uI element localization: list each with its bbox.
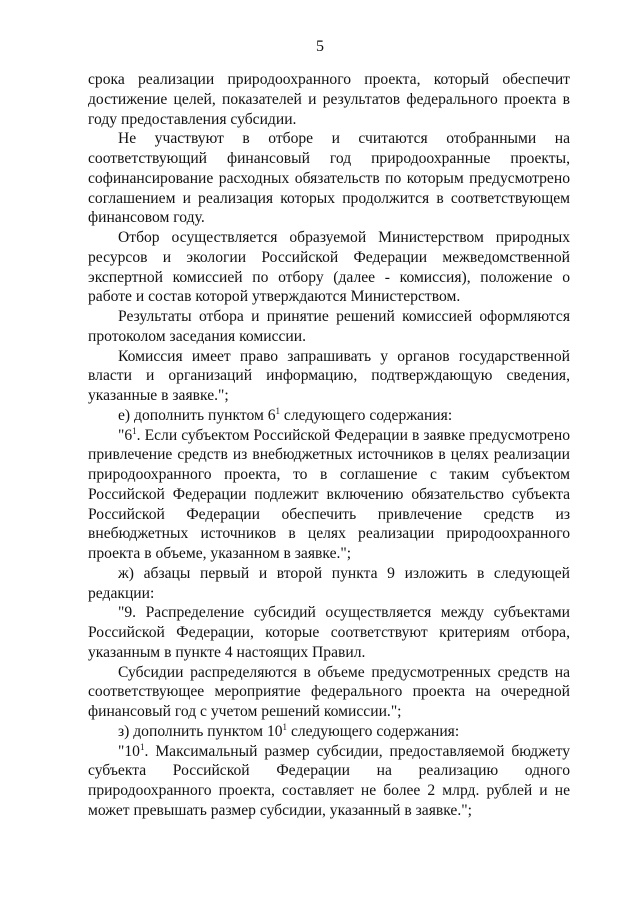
paragraph-item-z: з) дополнить пунктом $10^1$ следующего содержания: (118, 721, 460, 740)
paragraph-point-10-1: "$10^1$. Максимальный размер субсидии, предоставляемой бюджету субъекта Российской Федерации на реализацию одного природоохранного проекта, составляет не более 2 млрд. рублей и не может превышать размер субсидии, указанный в заявке."; (88, 741, 570, 819)
paragraph-selection-commission: Отбор осуществляется образуемой Министерством природных ресурсов и экологии Российской Федерации межведомственной экспертной комиссией по отбору (далее - комиссия), положение о работе и состав которой утверждаются Министерством. (88, 229, 570, 306)
paragraph-subsidy-distribution: Субсидии распределяются в объеме предусмотренных средств на соответствующее мероприятие федерального проекта на очередной финансовый год с учетом решений комиссии."; (88, 663, 570, 720)
paragraph-point-6-1: "$6^1$. Если субъектом Российской Федерации в заявке предусмотрено привлечение средств из внебюджетных источников в целях реализации природоохранного проекта, то в соглашение с таким субъектом Российской Федерации подлежит включению обязательство субъекта Российской Федерации обеспечить привлечение средств из внебюджетных источников в целях реализации природоохранного проекта в объеме, указанном в заявке."; (88, 425, 570, 562)
paragraph-item-e: е) дополнить пунктом $6^1$ следующего содержания: (118, 405, 453, 424)
page-number: 5 (316, 38, 324, 55)
paragraph-item-zh: ж) абзацы первый и второй пункта 9 изложить в следующей редакции: (88, 564, 570, 602)
paragraph-projects-not-in-selection: Не участвуют в отборе и считаются отобранными на соответствующий финансовый год природоохранные проекты, софинансирование расходных обязательств по которым предусмотрено соглашением и реализация которых продолжится в соответствующем финансовом году. (88, 130, 570, 227)
paragraph-continuation: срока реализации природоохранного проекта, который обеспечит достижение целей, показателей и результатов федерального проекта в году предоставления субсидии. (88, 71, 570, 128)
paragraph-commission-rights: Комиссия имеет право запрашивать у органов государственной власти и организаций информацию, подтверждающую сведения, указанные в заявке."; (88, 347, 570, 404)
document-body (88, 70, 570, 821)
paragraph-point-9: "9. Распределение субсидий осуществляется между субъектами Российской Федерации, которые соответствуют критериям отбора, указанным в пункте 4 настоящих Правил. (88, 604, 570, 661)
paragraph-selection-results: Результаты отбора и принятие решений комиссией оформляются протоколом заседания комиссии. (88, 308, 570, 345)
